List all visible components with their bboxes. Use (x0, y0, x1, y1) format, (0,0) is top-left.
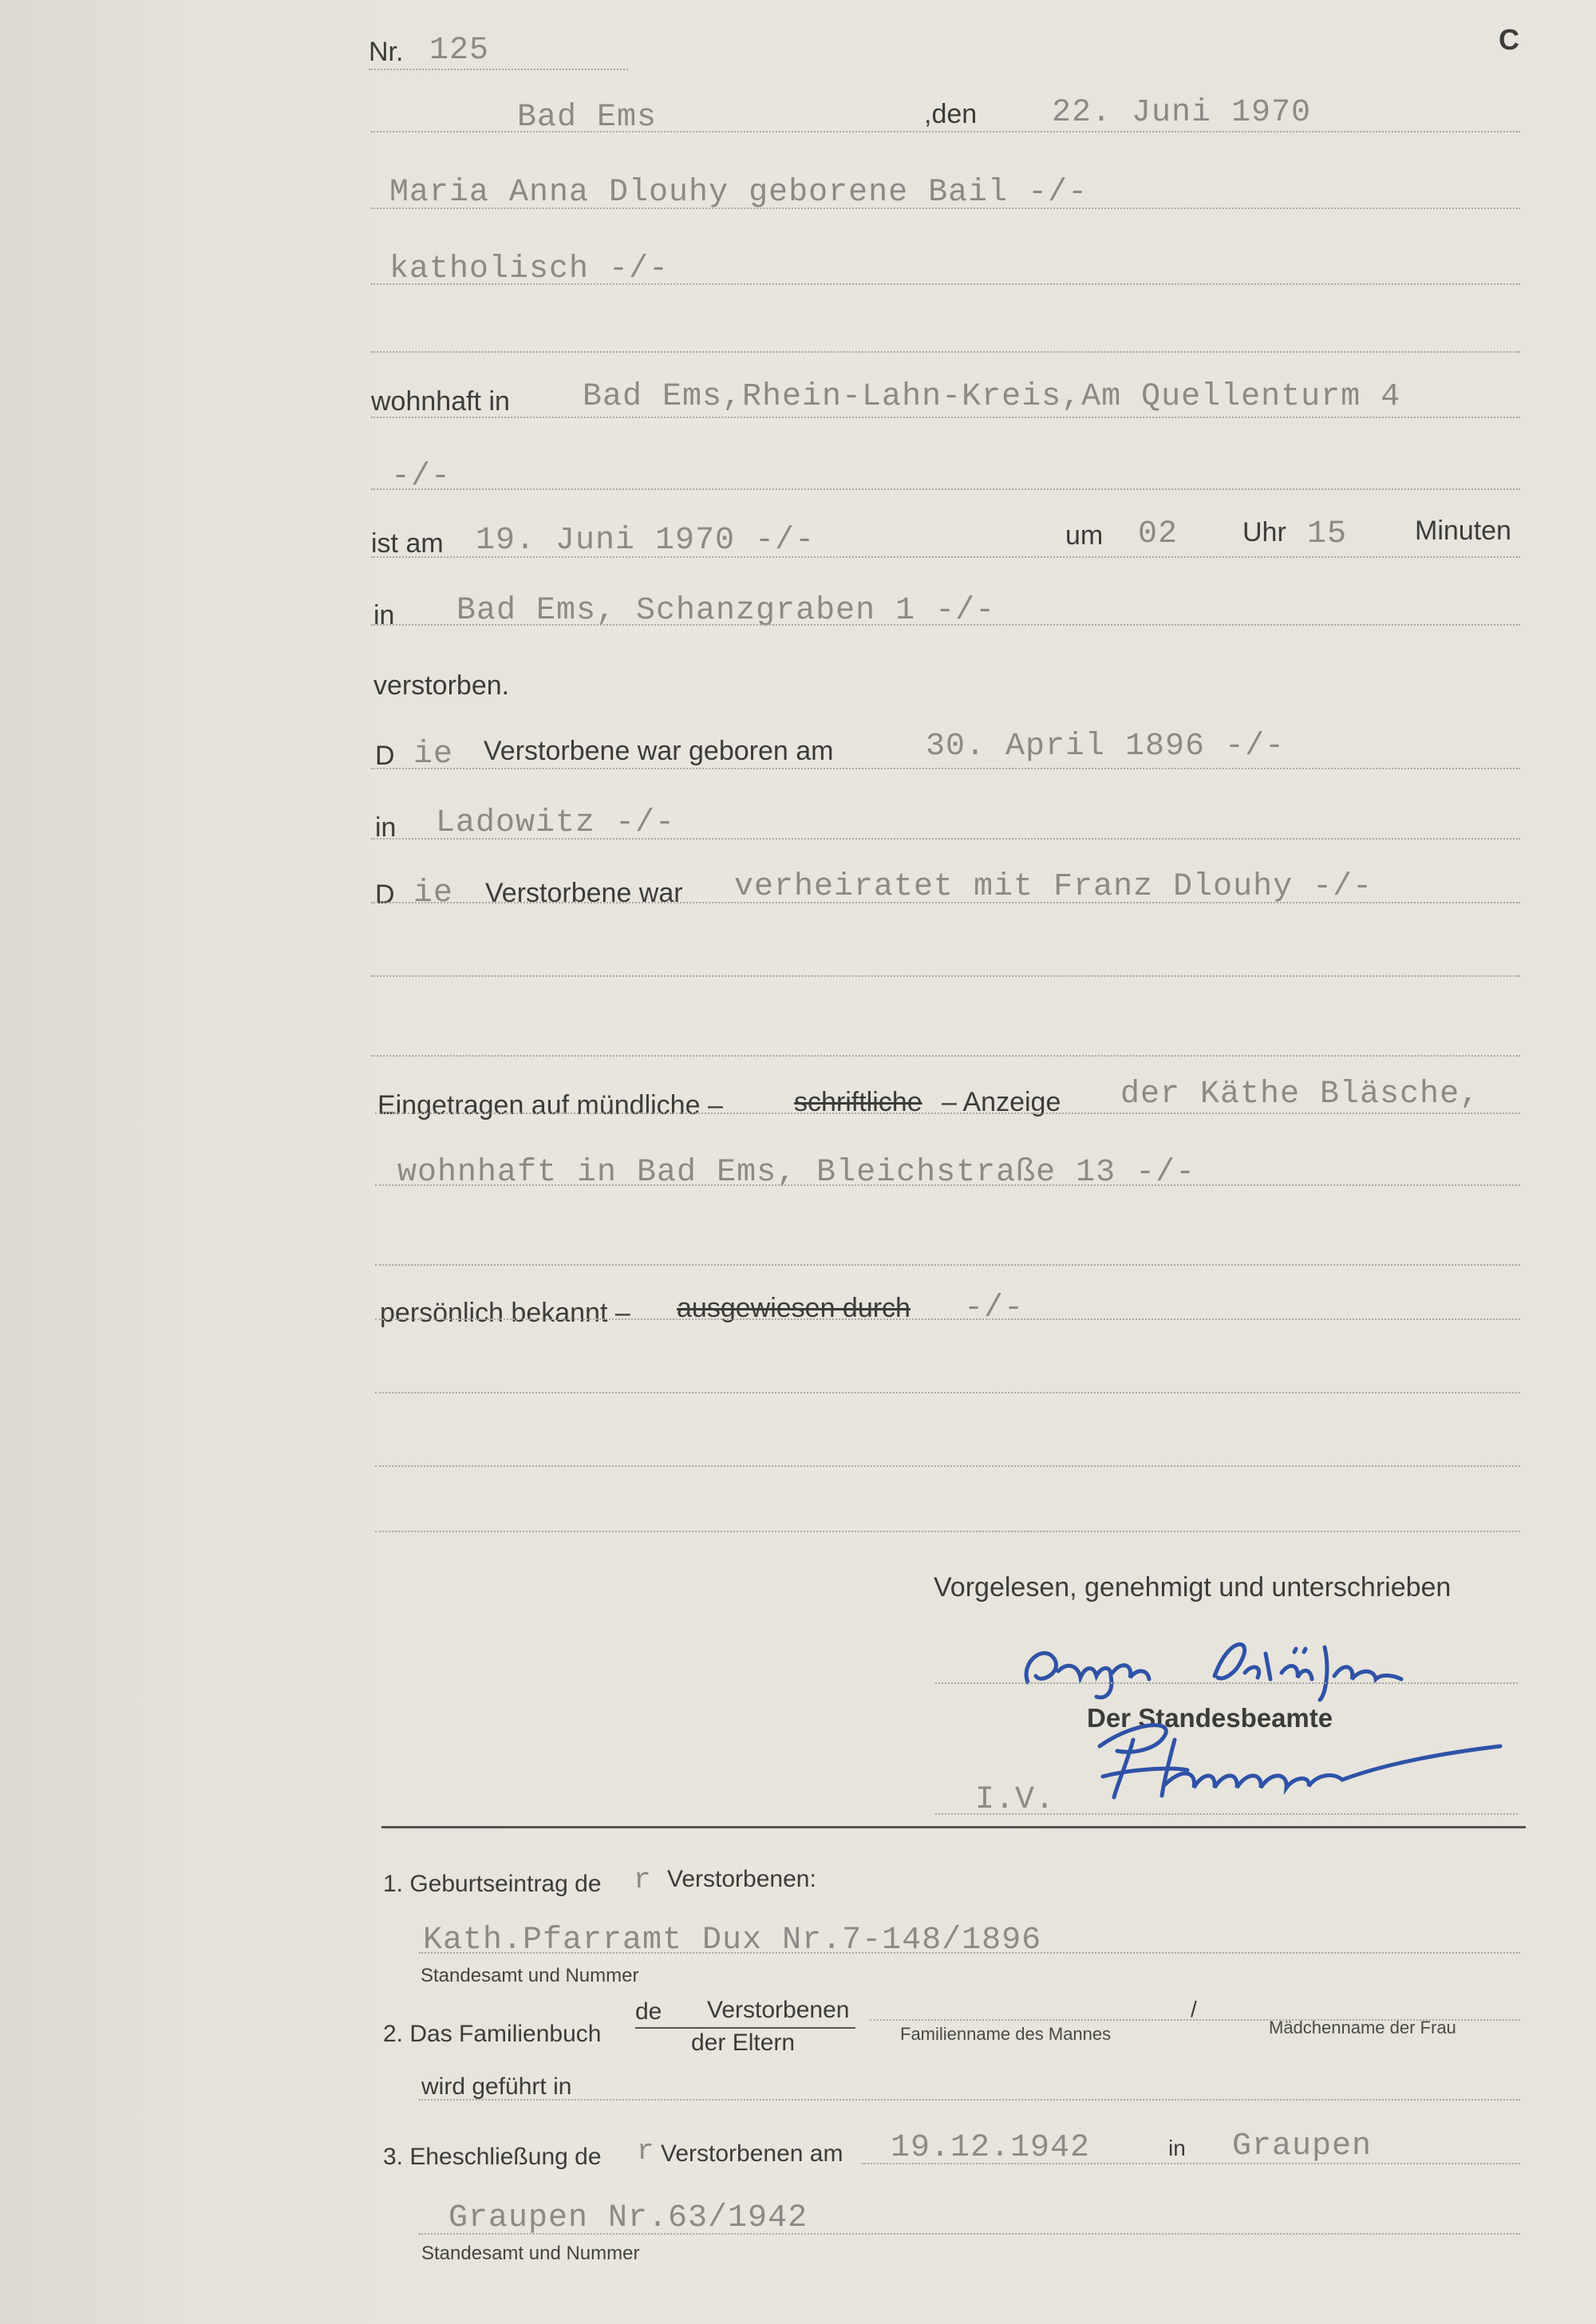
item2-label: 2. Das Familienbuch (383, 2021, 602, 2047)
item2-fraction-line (635, 2027, 855, 2029)
marital-prefix: D (375, 879, 395, 910)
item3-value: Graupen Nr.63/1942 (448, 2200, 808, 2236)
item2-wife-caption: Mädchenname der Frau (1269, 2018, 1456, 2037)
verstorben-label: verstorben. (373, 670, 510, 701)
residence: Bad Ems,Rhein-Lahn-Kreis,Am Quellenturm 4 (583, 379, 1401, 415)
item2-husband-caption: Familienname des Mannes (900, 2024, 1112, 2044)
item1-line (419, 1952, 1520, 1954)
birth-prefix: D (375, 741, 395, 771)
blank-line-2 (371, 975, 1520, 977)
item3-in-label: in (1168, 2136, 1186, 2160)
identity-value: -/- (964, 1290, 1025, 1326)
item2-top-prefix: de (635, 1998, 662, 2025)
item1-caption: Standesamt und Nummer (421, 1965, 639, 1986)
item3-caption: Standesamt und Nummer (421, 2243, 640, 2264)
marital-line (371, 902, 1520, 903)
death-date-line (371, 556, 1520, 558)
informant-address: wohnhaft in Bad Ems, Bleichstraße 13 -/- (397, 1155, 1196, 1191)
deceased-name: Maria Anna Dlouhy geborene Bail -/- (389, 175, 1088, 211)
item1-value: Kath.Pfarramt Dux Nr.7-148/1896 (423, 1923, 1042, 1958)
item3-place: Graupen (1232, 2128, 1373, 2164)
uhr-label: Uhr (1242, 517, 1286, 547)
death-place: Bad Ems, Schanzgraben 1 -/- (456, 593, 996, 629)
item3-line (862, 2163, 1520, 2164)
item3-date: 19.12.1942 (891, 2130, 1091, 2166)
item2-kept-line (419, 2099, 1520, 2101)
death-date-label: ist am (371, 528, 444, 559)
religion-line (371, 283, 1520, 285)
birth-prefix-typed: ie (413, 737, 454, 773)
identity-struck: ausgewiesen durch (677, 1293, 911, 1323)
header-date: 22. Juni 1970 (1052, 95, 1312, 131)
religion: katholisch -/- (389, 251, 670, 287)
identity-label: persönlich bekannt – (380, 1298, 630, 1328)
registrar-signature-line (935, 1813, 1518, 1815)
blank-line-7 (375, 1531, 1520, 1532)
registrar-label: Der Standesbeamte (1087, 1703, 1333, 1733)
item2-bottom: der Eltern (691, 2030, 796, 2056)
birth-place-line (371, 838, 1520, 840)
corner-letter: C (1499, 23, 1519, 56)
death-minutes: 15 (1307, 516, 1348, 552)
registration-label-end: – Anzeige (942, 1087, 1061, 1117)
blank-line-4 (375, 1264, 1520, 1266)
registration-label: Eingetragen auf mündliche – (377, 1090, 723, 1120)
blank-line (371, 351, 1520, 353)
residence-label: wohnhaft in (371, 386, 510, 417)
registration-struck: schriftliche (794, 1087, 922, 1117)
item3-label: 3. Eheschließung de (383, 2144, 602, 2170)
marital-status: verheiratet mit Franz Dlouhy -/- (734, 869, 1373, 905)
nr-label: Nr. (369, 37, 404, 67)
blank-line-3 (371, 1055, 1520, 1057)
minuten-label: Minuten (1415, 516, 1511, 546)
item1-typed: r (634, 1864, 651, 1896)
iv-label: I.V. (975, 1782, 1056, 1818)
item2-slash: / (1191, 1997, 1197, 2022)
informant-address-line (375, 1184, 1520, 1186)
registrar-signature (1085, 1708, 1516, 1812)
item3-typed: r (637, 2135, 654, 2168)
residence-cont-line (371, 488, 1520, 490)
name-line (371, 208, 1520, 209)
birth-place-label: in (375, 812, 397, 843)
item1-label2: Verstorbenen: (667, 1866, 816, 1892)
death-place-line (371, 624, 1520, 626)
blank-line-5 (375, 1392, 1520, 1393)
um-label: um (1065, 520, 1104, 551)
item3-value-line (419, 2233, 1520, 2235)
informant-signature-line (935, 1682, 1518, 1684)
approved-text: Vorgelesen, genehmigt und unterschrieben (934, 1572, 1452, 1603)
birth-date-line (371, 768, 1520, 769)
nr-line (369, 69, 628, 70)
header-place: Bad Ems (517, 100, 658, 136)
informant-name: der Käthe Bläsche, (1120, 1077, 1480, 1113)
den-label: ,den (924, 99, 978, 129)
residence-cont: -/- (391, 459, 452, 495)
death-date: 19. Juni 1970 -/- (476, 523, 816, 559)
item2-top: Verstorbenen (707, 1997, 850, 2023)
footer-divider (381, 1826, 1526, 1828)
date-line (371, 131, 1520, 132)
informant-line (375, 1113, 1520, 1114)
item3-label2: Verstorbenen am (661, 2140, 843, 2167)
identity-line (375, 1318, 1520, 1320)
death-hour: 02 (1138, 516, 1179, 552)
item2-kept-label: wird geführt in (421, 2073, 572, 2100)
item1-label: 1. Geburtseintrag de (383, 1871, 602, 1897)
residence-line (371, 417, 1520, 418)
birth-place: Ladowitz -/- (436, 805, 676, 841)
nr-value: 125 (429, 33, 490, 69)
birth-date: 30. April 1896 -/- (926, 729, 1286, 765)
death-place-label: in (373, 600, 395, 630)
marital-prefix-typed: ie (413, 875, 454, 911)
informant-signature (1013, 1620, 1508, 1708)
marital-label: Verstorbene war (485, 878, 683, 908)
blank-line-6 (375, 1465, 1520, 1467)
birth-label: Verstorbene war geboren am (484, 736, 834, 766)
